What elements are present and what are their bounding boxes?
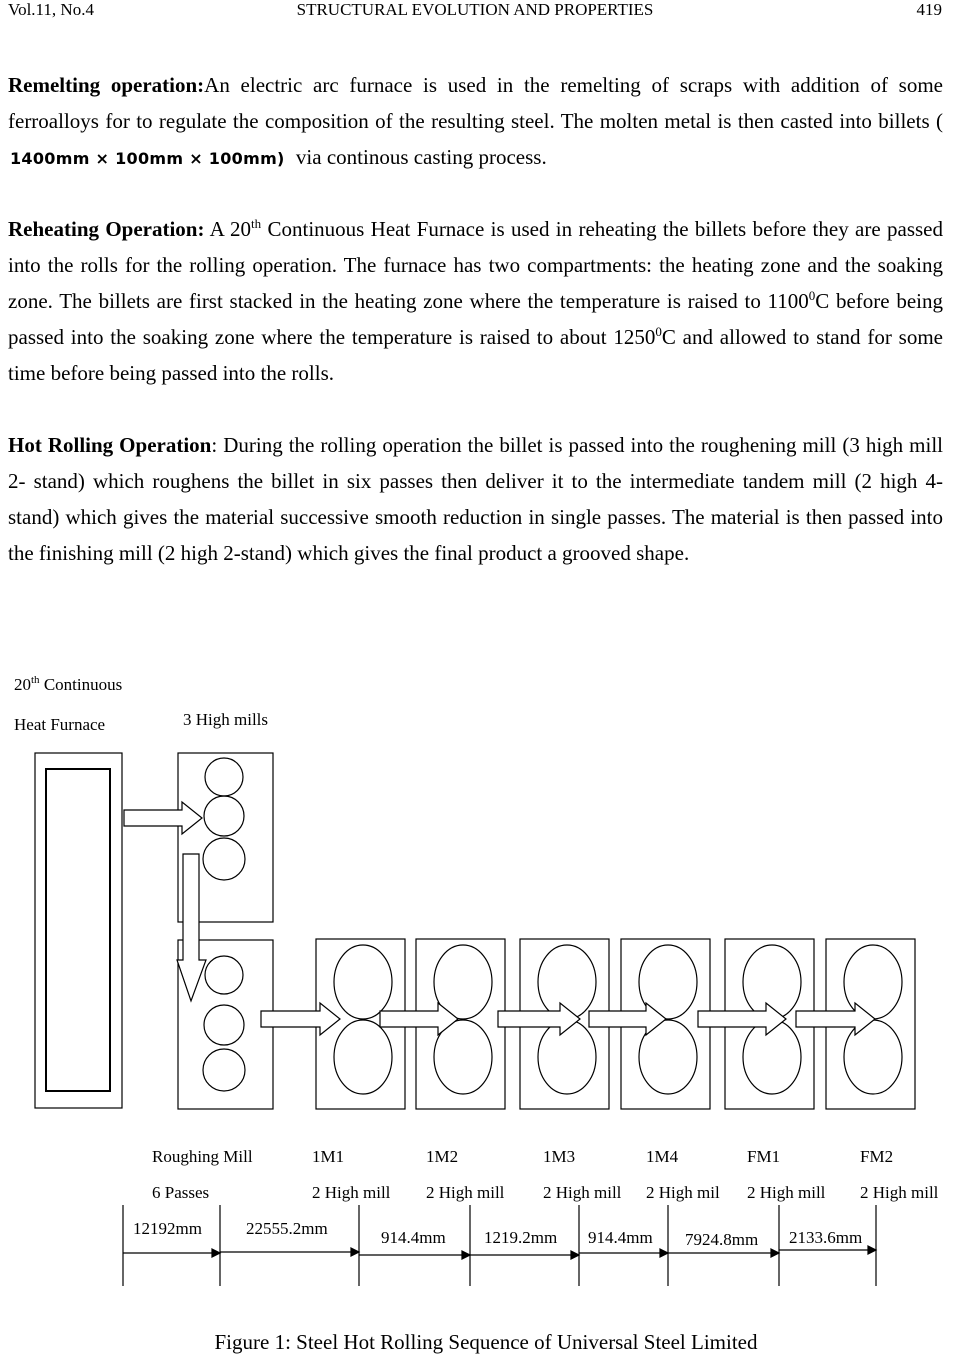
furnace-label: 20th Continuous <box>14 674 123 694</box>
distance-label: 914.4mm <box>381 1228 446 1247</box>
hot-rolling-text: : During the rolling operation the billet is passed into the roughening mill (3 high mill 2- stand) which roughens the billet in six passes then deliver it to the intermediate tandem mill (2 high 4- stand) which gives the material successive smooth reduction in single passes. The material is then passed into the finishing mill (2 high 2-stand) which gives the final product a grooved shape. <box>8 433 943 565</box>
distance-label: 7924.8mm <box>685 1230 759 1249</box>
furnace-outer <box>35 753 122 1108</box>
superscript: 0 <box>655 324 662 339</box>
arrowhead <box>868 1246 876 1254</box>
arrowhead <box>462 1251 470 1259</box>
mill-name-label: 1M3 <box>543 1147 576 1166</box>
distance-label: 1219.2mm <box>484 1228 558 1247</box>
volume-label: Vol.11, No.4 <box>8 0 94 19</box>
distance-label: 2133.6mm <box>789 1228 863 1247</box>
roll <box>844 1020 902 1094</box>
arrow-right <box>589 1003 666 1035</box>
mill-type-label: 2 High mil <box>646 1183 720 1202</box>
roll <box>844 945 902 1019</box>
rolling-sequence-diagram <box>0 640 972 1320</box>
mill-type-label: 2 High mill <box>426 1183 505 1202</box>
page-number: 419 <box>916 0 942 19</box>
superscript: 0 <box>808 288 816 303</box>
remelting-text: An electric arc furnace is used in the remelting of scraps with addition of some ferroalloys for to regulate the composition of the resulting steel. The molten metal is then casted into billets ( <box>8 73 943 133</box>
roll <box>203 1049 245 1091</box>
reheating-text: C before being passed into the soaking zone where the temperature is raised to about 1250 <box>8 289 943 349</box>
reheating-paragraph <box>8 211 943 391</box>
remelting-heading: Remelting operation: <box>8 73 205 97</box>
mill-type-label: 2 High mill <box>543 1183 622 1202</box>
arrowhead <box>771 1249 779 1257</box>
remelting-text-end: via continous casting process. <box>290 145 547 169</box>
arrowhead <box>351 1248 359 1256</box>
mill-type-label: 2 High mill <box>312 1183 391 1202</box>
mill-name-label: FM1 <box>747 1147 781 1166</box>
arrowhead <box>660 1249 668 1257</box>
roll <box>205 956 243 994</box>
distance-label: 12192mm <box>133 1219 202 1238</box>
arrow-right <box>498 1003 580 1035</box>
roll <box>204 1005 244 1045</box>
figure-caption: Figure 1: Steel Hot Rolling Sequence of Universal Steel Limited <box>214 1330 758 1354</box>
mill-name-label: FM2 <box>860 1147 894 1166</box>
arrowhead <box>212 1249 220 1257</box>
mill-name-label: 1M1 <box>312 1147 345 1166</box>
roughing-mill-label: Roughing Mill <box>152 1147 253 1166</box>
roll <box>203 838 245 880</box>
hot-rolling-heading: Hot Rolling Operation <box>8 433 212 457</box>
reheating-heading: Reheating Operation: <box>8 217 205 241</box>
reheating-text: A 20 <box>204 217 252 241</box>
distance-label: 22555.2mm <box>246 1219 328 1238</box>
remelting-paragraph <box>8 67 943 177</box>
arrow-right <box>124 802 202 834</box>
arrow-right <box>698 1003 786 1035</box>
billet-size-formula: 1400mm × 100mm × 100mm) <box>10 149 285 168</box>
roll <box>538 1020 596 1094</box>
superscript: th <box>251 216 262 231</box>
furnace-inner <box>46 769 110 1091</box>
mill-type-label: 2 High mill <box>860 1183 939 1202</box>
arrow-right <box>796 1003 875 1035</box>
arrow-down <box>177 854 206 1001</box>
running-title: STRUCTURAL EVOLUTION AND PROPERTIES <box>296 0 654 19</box>
mill-name-label: 1M2 <box>426 1147 459 1166</box>
roughing-passes-label: 6 Passes <box>152 1183 210 1202</box>
reheating-text: Continuous Heat Furnace is used in reheating the billets before they are passed into the rolls for the rolling operation. The furnace has two compartments: the heating zone and the soaking zone. The billets are first stacked in the heating zone where the temperature is raised to 1100 <box>8 217 943 313</box>
reheating-text: C and allowed to stand for some time before being passed into the rolls. <box>8 325 943 385</box>
roll <box>204 796 244 836</box>
page-header <box>8 0 942 22</box>
roll <box>205 758 243 796</box>
mill-type-label: 2 High mill <box>747 1183 826 1202</box>
roll <box>334 945 392 1019</box>
hot-rolling-paragraph <box>8 427 943 571</box>
distance-label: 914.4mm <box>588 1228 653 1247</box>
arrow-right <box>380 1003 458 1035</box>
roll <box>334 1020 392 1094</box>
arrowhead <box>571 1251 579 1259</box>
mill-name-label: 1M4 <box>646 1147 679 1166</box>
roll <box>743 1020 801 1094</box>
high-mills-label: 3 High mills <box>183 710 269 729</box>
furnace-label-2: Heat Furnace <box>14 715 106 734</box>
